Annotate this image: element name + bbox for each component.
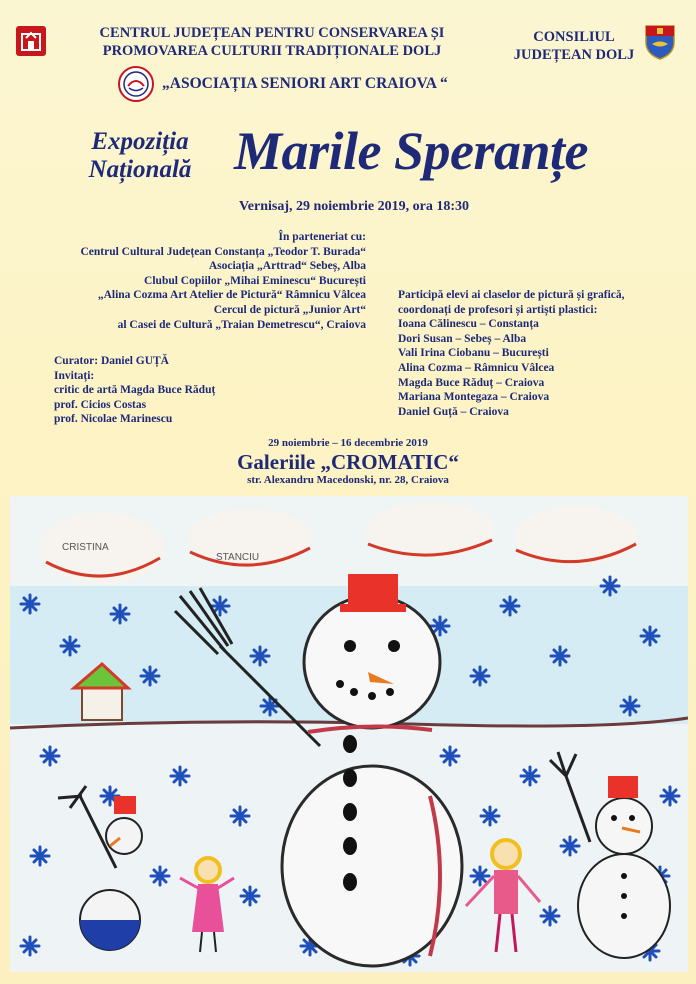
- guest-line: prof. Nicolae Marinescu: [54, 413, 173, 426]
- partner-line: Cercul de pictură „Junior Art“: [213, 303, 366, 316]
- participants-intro: Participă elevi ai claselor de pictură și grafică,: [398, 289, 625, 301]
- county-council-name: [508, 28, 640, 64]
- guest-line: critic de artă Magda Buce Răduț: [54, 384, 216, 397]
- snowman-painting: [10, 496, 688, 972]
- exhibition-dates: 29 noiembrie – 16 decembrie 2019: [268, 437, 428, 449]
- county-council-line-2: JUDEȚEAN DOLJ: [513, 47, 635, 63]
- cloud-label-1: CRISTINA: [62, 542, 109, 553]
- partners-heading: În parteneriat cu:: [278, 231, 366, 243]
- county-coat-of-arms: [644, 24, 676, 60]
- exhibition-type: [52, 128, 228, 184]
- participant-line: Dori Susan – Sebeș – Alba: [398, 332, 527, 345]
- exhibition-type-line-1: Expoziția: [91, 128, 189, 155]
- cloud-4: [514, 506, 638, 566]
- partner-line: Asociația „Arttrad“ Sebeș, Alba: [208, 260, 366, 273]
- cultural-center-logo: [16, 26, 46, 56]
- gallery-address: str. Alexandru Macedonski, nr. 28, Craiova: [247, 474, 449, 486]
- participant-line: Vali Irina Ciobanu – București: [398, 347, 549, 360]
- cultural-center-name: [52, 24, 492, 60]
- partner-line: Clubul Copiilor „Mihai Eminescu“ București: [144, 274, 366, 287]
- partner-line: al Casei de Cultură „Traian Demetrescu“, Craiova: [117, 318, 366, 331]
- curator-line: Curator: Daniel GUȚĂ: [54, 355, 169, 367]
- exhibition-type-line-2: Națională: [88, 156, 192, 183]
- cultural-center-line-1: CENTRUL JUDEȚEAN PENTRU CONSERVAREA ȘI: [99, 25, 445, 41]
- participant-line: Ioana Călinescu – Constanța: [398, 318, 539, 331]
- guest-line: prof. Cicios Costas: [54, 398, 147, 411]
- cloud-3: [366, 502, 494, 558]
- participants-block: [398, 288, 688, 419]
- county-council-line-1: CONSILIUL: [533, 29, 615, 45]
- participants-intro: coordonați de profesori și artiști plastici:: [398, 303, 598, 316]
- participant-line: Alina Cozma – Râmnicu Vâlcea: [398, 361, 555, 374]
- cultural-center-line-2: PROMOVAREA CULTURII TRADIȚIONALE DOLJ: [102, 43, 442, 59]
- partner-line: „Alina Cozma Art Atelier de Pictură“ Râmnicu Vâlcea: [97, 289, 366, 302]
- association-logo: [118, 66, 154, 102]
- curator-block: [54, 354, 354, 427]
- guests-heading: Invitați:: [54, 369, 95, 382]
- gallery-name: Galeriile „CROMATIC“: [237, 450, 459, 474]
- cloud-label-2: STANCIU: [216, 552, 260, 563]
- participant-line: Magda Buce Răduț – Craiova: [398, 376, 545, 389]
- vernisaj-date: Vernisaj, 29 noiembrie 2019, ora 18:30: [238, 199, 470, 214]
- partner-line: Centrul Cultural Județean Constanța „Teodor T. Burada“: [80, 245, 366, 258]
- partners-block: [20, 230, 366, 332]
- exhibition-title: Marile Speranțe: [234, 121, 589, 181]
- participant-line: Daniel Guță – Craiova: [398, 405, 509, 418]
- association-name: „ASOCIAȚIA SENIORI ART CRAIOVA “: [162, 75, 448, 92]
- participant-line: Mariana Montegaza – Craiova: [398, 391, 550, 404]
